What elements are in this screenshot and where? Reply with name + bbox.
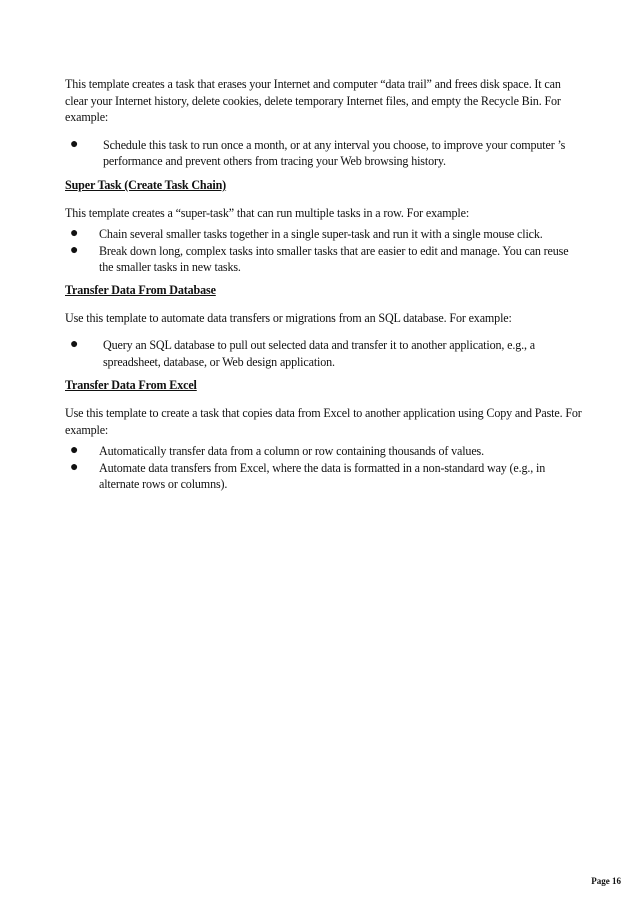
list-item-text: Automate data transfers from Excel, where the data is formatted in a non-standard way (e.g., in alternate rows or columns). bbox=[99, 460, 546, 492]
bullet-icon: ● bbox=[70, 242, 79, 258]
list-item bbox=[65, 137, 585, 170]
section-heading-transfer-database: Transfer Data From Database bbox=[65, 282, 216, 297]
transfer-database-bullet-list bbox=[65, 337, 585, 370]
list-item-text: Chain several smaller tasks together in a single super-task and run it with a single mouse click. bbox=[99, 227, 543, 242]
bullet-icon: ● bbox=[70, 459, 79, 475]
super-task-paragraph: This template creates a “super-task” that can run multiple tasks in a row. For example: bbox=[65, 205, 470, 220]
bullet-icon: ● bbox=[70, 136, 79, 152]
list-item-text: Query an SQL database to pull out selected data and transfer it to another application, e.g., a spreadsheet, database, or Web design application. bbox=[103, 338, 535, 369]
list-item-text: Automatically transfer data from a column or row containing thousands of values. bbox=[99, 444, 484, 459]
list-item bbox=[65, 243, 585, 276]
transfer-excel-paragraph: Use this template to create a task that copies data from Excel to another application using Copy and Paste. For example: bbox=[65, 405, 582, 437]
section-heading-transfer-excel: Transfer Data From Excel bbox=[65, 378, 197, 393]
super-task-bullet-list bbox=[65, 226, 585, 276]
list-item bbox=[65, 337, 585, 370]
list-item bbox=[65, 460, 585, 493]
list-item-text: Schedule this task to run once a month, or at any interval you choose, to improve your computer ’s performance and prevent others from tracing your Web browsing history. bbox=[103, 137, 566, 169]
intro-paragraph: This template creates a task that erases your Internet and computer “data trail” and frees disk space. It can clear your Internet history, delete cookies, delete temporary Internet files, and empty the Recycle Bin. For example: bbox=[65, 77, 561, 125]
list-item bbox=[65, 226, 585, 243]
page-number: Page 16 bbox=[591, 876, 621, 886]
bullet-icon: ● bbox=[70, 226, 79, 242]
bullet-icon: ● bbox=[70, 337, 79, 353]
document-page bbox=[65, 76, 585, 499]
list-item bbox=[65, 443, 585, 460]
transfer-database-paragraph: Use this template to automate data transfers or migrations from an SQL database. For example: bbox=[65, 310, 512, 325]
section-heading-super-task: Super Task (Create Task Chain) bbox=[65, 177, 227, 192]
intro-bullet-list bbox=[65, 137, 585, 170]
transfer-excel-bullet-list bbox=[65, 443, 585, 493]
list-item-text: Break down long, complex tasks into smaller tasks that are easier to edit and manage. You can reuse the smaller tasks in new tasks. bbox=[99, 243, 569, 275]
bullet-icon: ● bbox=[70, 443, 79, 459]
